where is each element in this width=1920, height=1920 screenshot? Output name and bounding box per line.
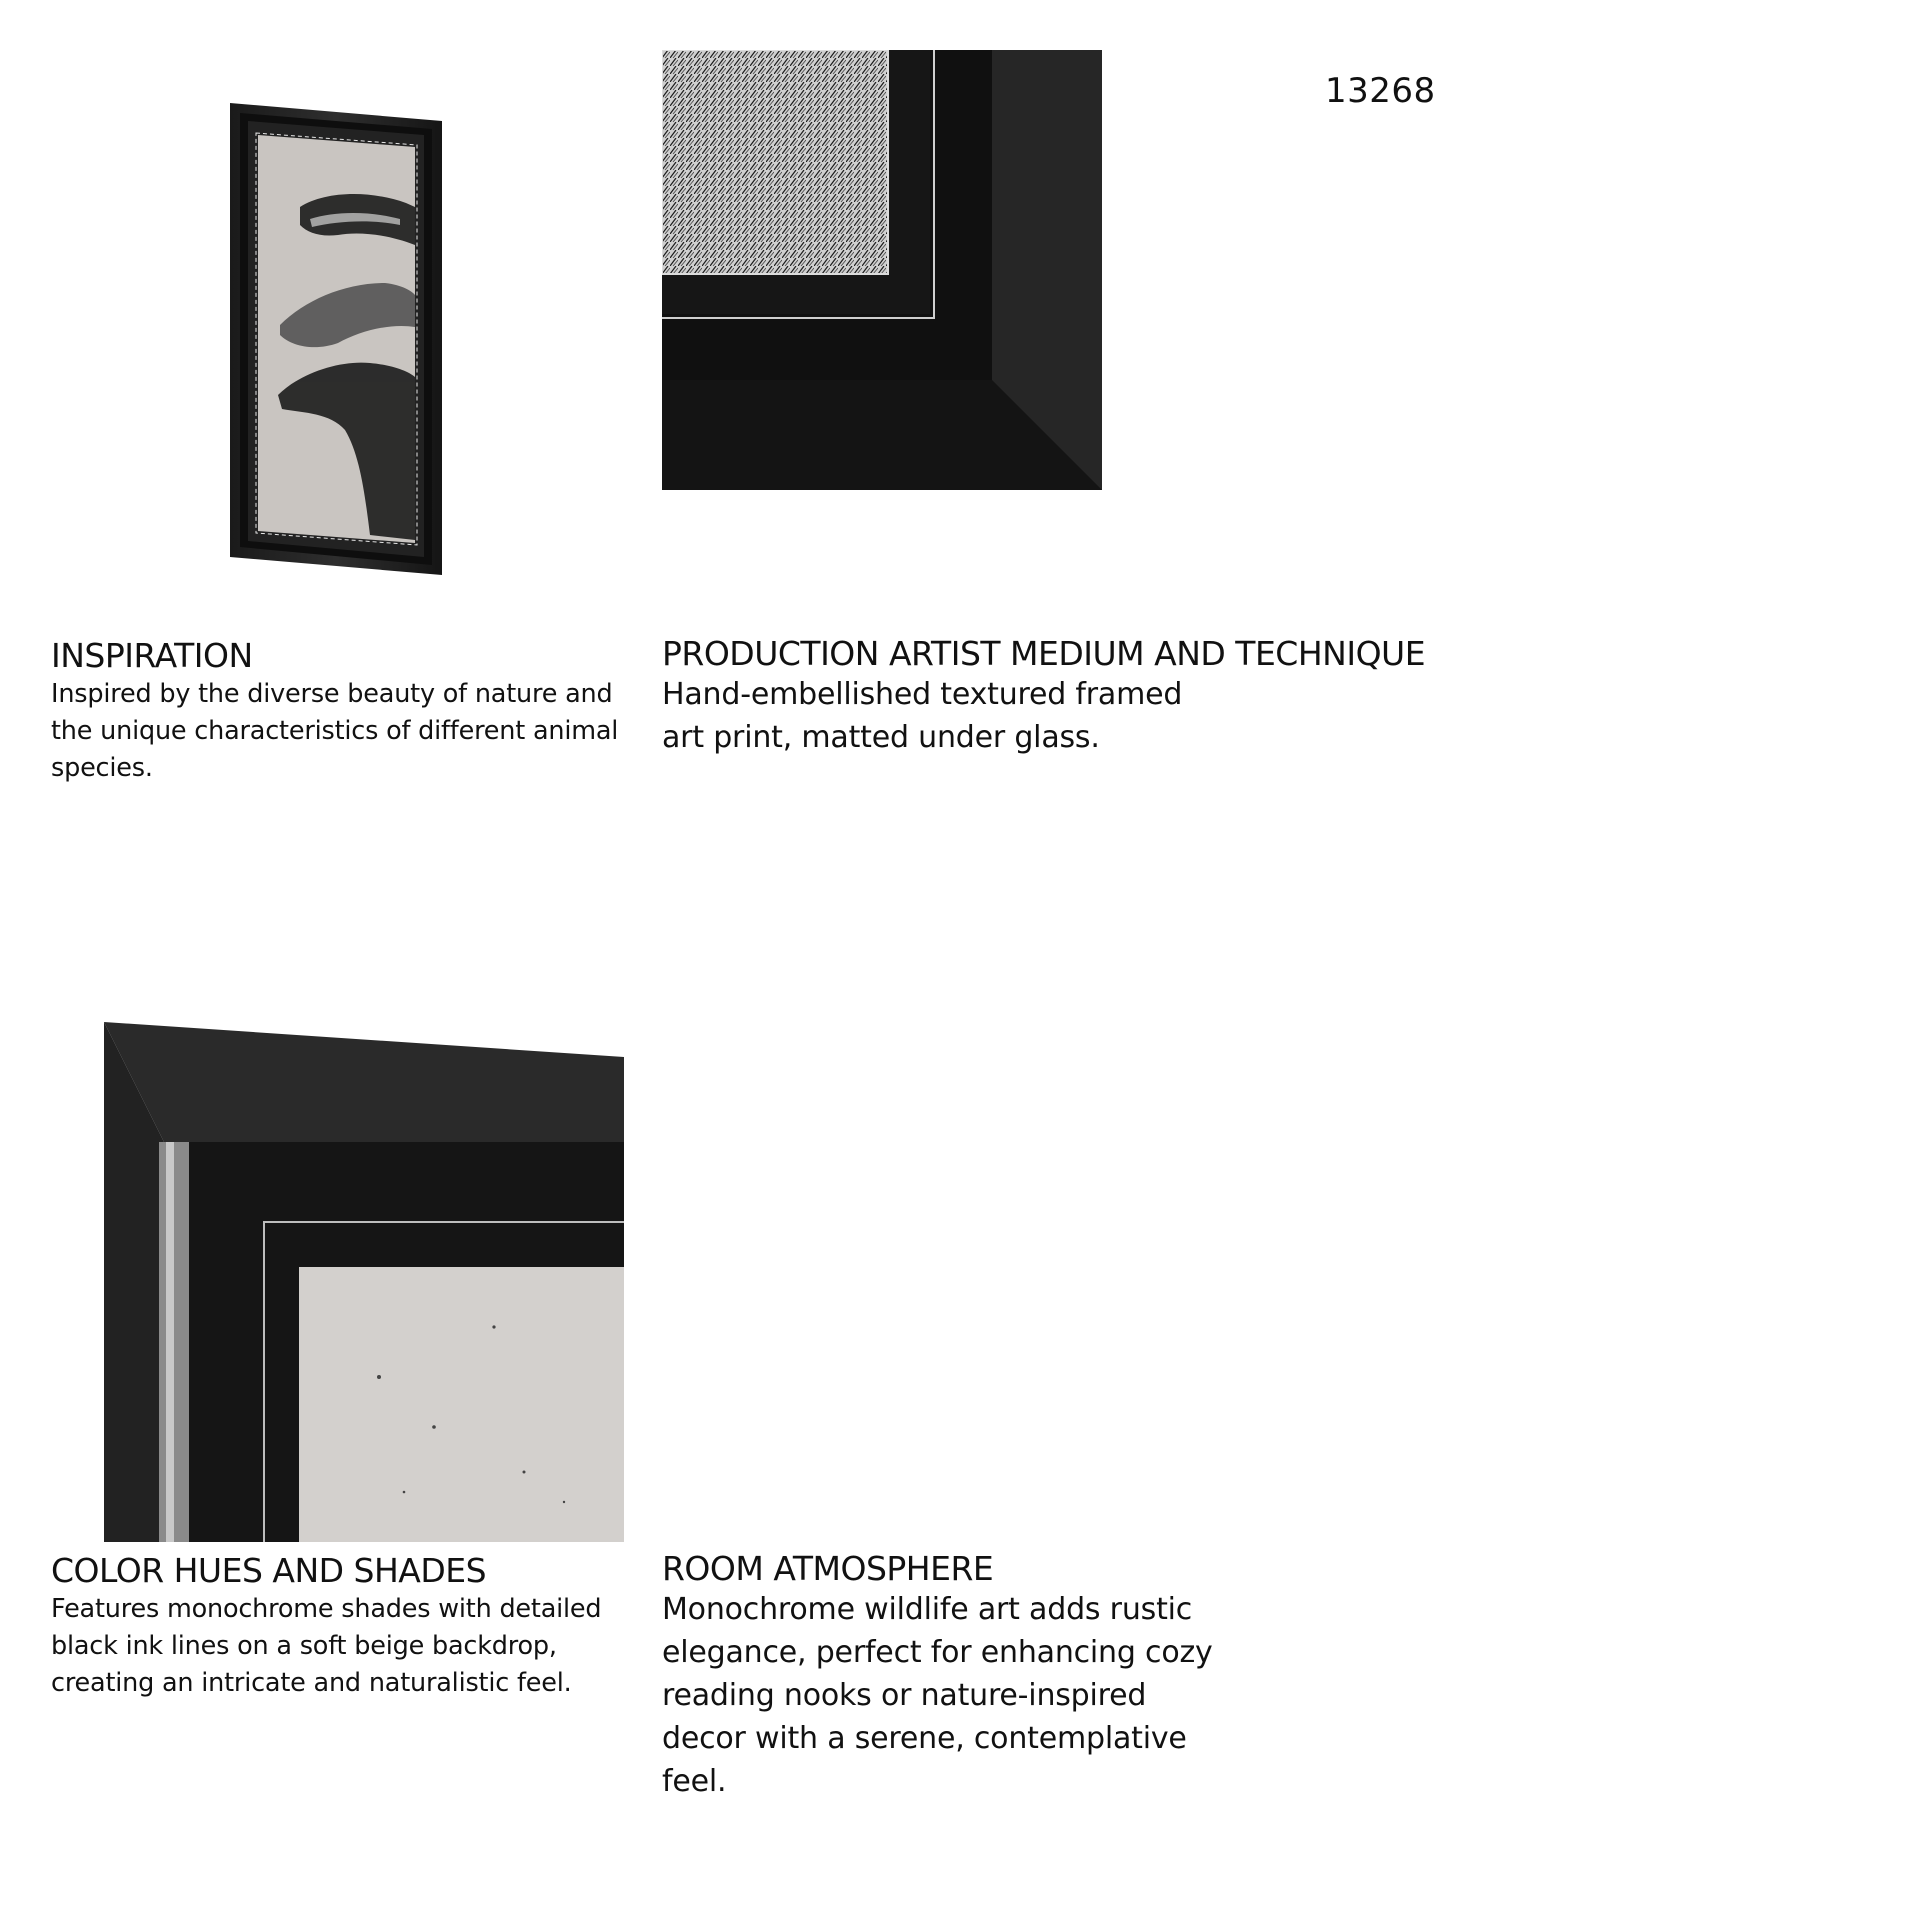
color-hues-section [51, 1553, 621, 1702]
color-hues-heading: COLOR HUES AND SHADES [51, 1551, 487, 1590]
room-atmosphere-section [662, 1551, 1242, 1803]
framed-print-image [220, 95, 460, 585]
production-heading: PRODUCTION ARTIST MEDIUM AND TECHNIQUE [662, 634, 1426, 673]
product-sku: 13268 [1325, 71, 1436, 111]
room-atmosphere-heading: ROOM ATMOSPHERE [662, 1549, 994, 1588]
inspiration-section [51, 638, 621, 787]
room-atmosphere-text: Monochrome wildlife art adds rustic elegance, perfect for enhancing cozy reading nooks or nature-inspired decor with a serene, contemplative feel. [662, 1592, 1213, 1800]
production-text: Hand-embellished textured framed art print, matted under glass. [662, 677, 1183, 756]
production-section [662, 634, 1426, 759]
inspiration-heading: INSPIRATION [51, 636, 253, 675]
color-hues-text: Features monochrome shades with detailed black ink lines on a soft beige backdrop, creating an intricate and naturalistic feel. [51, 1594, 602, 1699]
inspiration-text: Inspired by the diverse beauty of nature and the unique characteristics of different animal species. [51, 679, 619, 784]
frame-corner-closeup-image [104, 1022, 624, 1542]
frame-corner-detail-image [662, 50, 1102, 490]
